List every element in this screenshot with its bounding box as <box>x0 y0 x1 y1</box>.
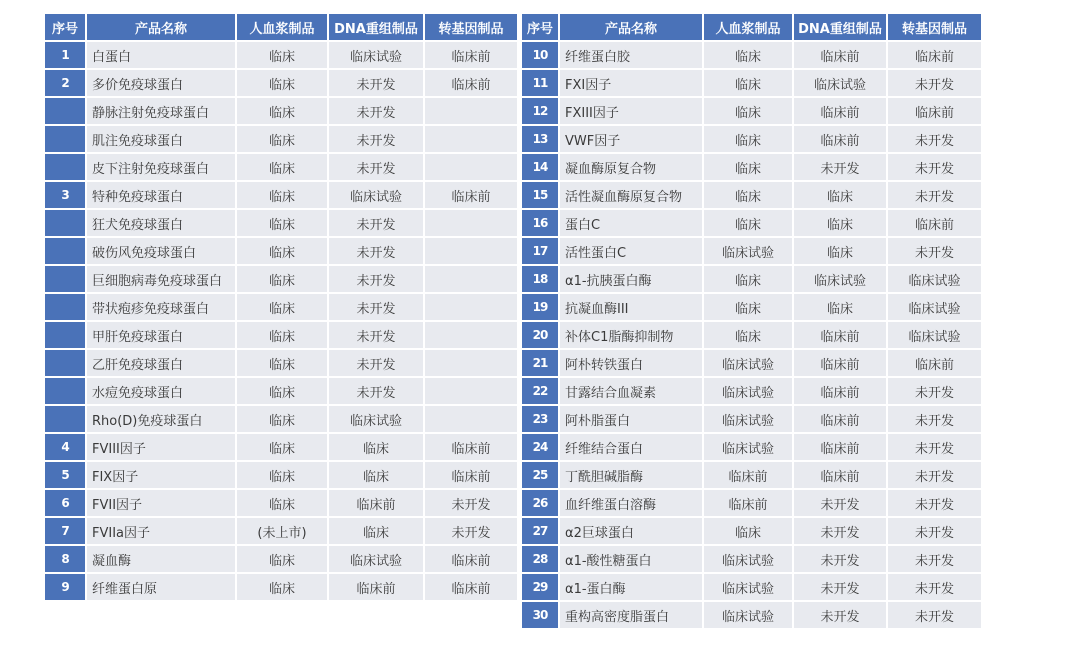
product-name-cell: 皮下注射免疫球蛋白 <box>87 154 235 180</box>
plasma-status-cell: 临床 <box>237 98 327 124</box>
plasma-status-cell: 临床 <box>237 70 327 96</box>
product-name-cell: 多价免疫球蛋白 <box>87 70 235 96</box>
dna-status-cell: 临床前 <box>794 462 886 488</box>
plasma-status-cell: 临床 <box>704 70 792 96</box>
row-number-cell: 9 <box>45 574 85 600</box>
plasma-status-cell: 临床 <box>237 406 327 432</box>
plasma-status-cell: 临床 <box>237 238 327 264</box>
product-name-cell: 带状疱疹免疫球蛋白 <box>87 294 235 320</box>
col-header-transgenic: 转基因制品 <box>425 14 517 40</box>
transgenic-status-cell: 未开发 <box>888 574 981 600</box>
dna-status-cell: 临床试验 <box>794 70 886 96</box>
dna-status-cell: 未开发 <box>794 602 886 628</box>
plasma-status-cell: 临床 <box>704 210 792 236</box>
product-name-cell: FIX因子 <box>87 462 235 488</box>
transgenic-status-cell: 未开发 <box>888 154 981 180</box>
dna-status-cell: 临床 <box>329 462 423 488</box>
product-name-cell: 静脉注射免疫球蛋白 <box>87 98 235 124</box>
row-number-cell <box>45 238 85 264</box>
col-header-plasma: 人血浆制品 <box>704 14 792 40</box>
row-number-cell: 24 <box>522 434 558 460</box>
row-number-cell: 15 <box>522 182 558 208</box>
row-number-cell <box>45 406 85 432</box>
product-name-cell: 纤维蛋白胶 <box>560 42 702 68</box>
dna-status-cell: 未开发 <box>329 294 423 320</box>
row-number-cell: 16 <box>522 210 558 236</box>
table-row <box>45 126 517 152</box>
product-name-cell: α1-蛋白酶 <box>560 574 702 600</box>
table-row <box>45 42 517 68</box>
row-number-cell: 5 <box>45 462 85 488</box>
plasma-status-cell: 临床前 <box>704 490 792 516</box>
dna-status-cell: 临床试验 <box>329 406 423 432</box>
plasma-status-cell: 临床试验 <box>704 546 792 572</box>
col-header-dna-recombinant: DNA重组制品 <box>329 14 423 40</box>
row-number-cell: 30 <box>522 602 558 628</box>
plasma-status-cell: 临床试验 <box>704 378 792 404</box>
transgenic-status-cell <box>425 322 517 348</box>
dna-status-cell: 临床 <box>794 238 886 264</box>
plasma-status-cell: 临床试验 <box>704 350 792 376</box>
plasma-status-cell: 临床试验 <box>704 434 792 460</box>
plasma-status-cell: 临床 <box>237 574 327 600</box>
product-name-cell: 甲肝免疫球蛋白 <box>87 322 235 348</box>
row-number-cell <box>45 266 85 292</box>
dna-status-cell: 临床 <box>329 518 423 544</box>
row-number-cell: 19 <box>522 294 558 320</box>
transgenic-status-cell: 临床试验 <box>888 266 981 292</box>
col-header-index: 序号 <box>45 14 85 40</box>
transgenic-status-cell: 临床试验 <box>888 322 981 348</box>
transgenic-status-cell <box>425 378 517 404</box>
transgenic-status-cell <box>425 126 517 152</box>
table-row <box>522 42 981 68</box>
table-row <box>45 518 517 544</box>
transgenic-status-cell <box>425 406 517 432</box>
dna-status-cell: 临床前 <box>794 350 886 376</box>
row-number-cell <box>45 210 85 236</box>
table-row <box>45 322 517 348</box>
transgenic-status-cell: 未开发 <box>425 490 517 516</box>
transgenic-status-cell: 未开发 <box>888 238 981 264</box>
transgenic-status-cell: 临床前 <box>425 574 517 600</box>
transgenic-status-cell: 临床前 <box>425 42 517 68</box>
plasma-status-cell: 临床 <box>704 182 792 208</box>
row-number-cell: 26 <box>522 490 558 516</box>
row-number-cell: 29 <box>522 574 558 600</box>
col-header-dna-recombinant: DNA重组制品 <box>794 14 886 40</box>
plasma-status-cell: (未上市) <box>237 518 327 544</box>
plasma-status-cell: 临床 <box>704 42 792 68</box>
row-number-cell: 11 <box>522 70 558 96</box>
dna-status-cell: 临床前 <box>794 378 886 404</box>
table-row <box>45 266 517 292</box>
plasma-status-cell: 临床 <box>237 378 327 404</box>
row-number-cell: 1 <box>45 42 85 68</box>
table-row <box>45 462 517 488</box>
product-name-cell: FXIII因子 <box>560 98 702 124</box>
product-name-cell: 白蛋白 <box>87 42 235 68</box>
product-name-cell: 凝血酶原复合物 <box>560 154 702 180</box>
row-number-cell: 27 <box>522 518 558 544</box>
table-row <box>522 210 981 236</box>
dna-status-cell: 临床 <box>329 434 423 460</box>
transgenic-status-cell <box>425 98 517 124</box>
row-number-cell: 8 <box>45 546 85 572</box>
product-name-cell: FXI因子 <box>560 70 702 96</box>
transgenic-status-cell: 未开发 <box>888 182 981 208</box>
transgenic-status-cell: 未开发 <box>888 462 981 488</box>
transgenic-status-cell: 未开发 <box>425 518 517 544</box>
table-row <box>45 238 517 264</box>
transgenic-status-cell: 临床前 <box>425 546 517 572</box>
table-row <box>522 490 981 516</box>
dna-status-cell: 临床前 <box>794 322 886 348</box>
product-name-cell: 狂犬免疫球蛋白 <box>87 210 235 236</box>
product-name-cell: 乙肝免疫球蛋白 <box>87 350 235 376</box>
dna-status-cell: 临床 <box>794 182 886 208</box>
table-row <box>522 182 981 208</box>
dna-status-cell: 临床试验 <box>329 42 423 68</box>
table-row <box>45 294 517 320</box>
row-number-cell <box>45 350 85 376</box>
plasma-status-cell: 临床 <box>704 126 792 152</box>
dna-status-cell: 未开发 <box>329 126 423 152</box>
product-name-cell: 纤维蛋白原 <box>87 574 235 600</box>
transgenic-status-cell: 未开发 <box>888 378 981 404</box>
plasma-status-cell: 临床 <box>237 294 327 320</box>
product-name-cell: 补体C1脂酶抑制物 <box>560 322 702 348</box>
product-name-cell: 纤维结合蛋白 <box>560 434 702 460</box>
plasma-status-cell: 临床 <box>237 210 327 236</box>
plasma-status-cell: 临床 <box>704 154 792 180</box>
transgenic-status-cell: 临床前 <box>888 98 981 124</box>
plasma-status-cell: 临床 <box>704 98 792 124</box>
header-row <box>45 14 517 40</box>
table-row <box>522 238 981 264</box>
dna-status-cell: 临床前 <box>329 574 423 600</box>
dna-status-cell: 未开发 <box>794 546 886 572</box>
product-name-cell: FVIIa因子 <box>87 518 235 544</box>
product-name-cell: α2巨球蛋白 <box>560 518 702 544</box>
row-number-cell: 12 <box>522 98 558 124</box>
transgenic-status-cell: 未开发 <box>888 518 981 544</box>
product-name-cell: 巨细胞病毒免疫球蛋白 <box>87 266 235 292</box>
dna-status-cell: 未开发 <box>329 238 423 264</box>
table-row <box>45 546 517 572</box>
table-row <box>522 378 981 404</box>
table-row <box>45 378 517 404</box>
transgenic-status-cell: 临床前 <box>425 434 517 460</box>
row-number-cell: 20 <box>522 322 558 348</box>
row-number-cell: 25 <box>522 462 558 488</box>
plasma-status-cell: 临床 <box>237 350 327 376</box>
row-number-cell <box>45 126 85 152</box>
table-row <box>522 322 981 348</box>
transgenic-status-cell: 临床前 <box>888 42 981 68</box>
table-row <box>45 98 517 124</box>
transgenic-status-cell: 临床前 <box>425 70 517 96</box>
plasma-status-cell: 临床试验 <box>704 602 792 628</box>
plasma-status-cell: 临床试验 <box>704 238 792 264</box>
dna-status-cell: 未开发 <box>329 350 423 376</box>
product-name-cell: 丁酰胆碱脂酶 <box>560 462 702 488</box>
table-row <box>45 434 517 460</box>
dna-status-cell: 未开发 <box>329 266 423 292</box>
dna-status-cell: 临床试验 <box>794 266 886 292</box>
row-number-cell: 7 <box>45 518 85 544</box>
dna-status-cell: 临床前 <box>794 42 886 68</box>
transgenic-status-cell: 未开发 <box>888 602 981 628</box>
table-row <box>522 518 981 544</box>
table-row <box>522 154 981 180</box>
transgenic-status-cell: 临床前 <box>888 350 981 376</box>
dna-status-cell: 未开发 <box>329 210 423 236</box>
row-number-cell: 21 <box>522 350 558 376</box>
product-name-cell: α1-抗胰蛋白酶 <box>560 266 702 292</box>
product-name-cell: FVII因子 <box>87 490 235 516</box>
product-table-left <box>43 12 519 602</box>
dna-status-cell: 临床 <box>794 294 886 320</box>
product-name-cell: α1-酸性糖蛋白 <box>560 546 702 572</box>
transgenic-status-cell <box>425 350 517 376</box>
dna-status-cell: 临床前 <box>794 434 886 460</box>
plasma-status-cell: 临床 <box>704 266 792 292</box>
table-row <box>45 154 517 180</box>
transgenic-status-cell: 未开发 <box>888 126 981 152</box>
product-name-cell: 甘露结合血凝素 <box>560 378 702 404</box>
transgenic-status-cell: 临床试验 <box>888 294 981 320</box>
plasma-status-cell: 临床 <box>237 434 327 460</box>
table-row <box>45 182 517 208</box>
plasma-status-cell: 临床试验 <box>704 406 792 432</box>
plasma-status-cell: 临床 <box>237 126 327 152</box>
product-name-cell: FVIII因子 <box>87 434 235 460</box>
row-number-cell: 22 <box>522 378 558 404</box>
row-number-cell: 4 <box>45 434 85 460</box>
plasma-status-cell: 临床 <box>237 182 327 208</box>
row-number-cell <box>45 294 85 320</box>
product-name-cell: 活性凝血酶原复合物 <box>560 182 702 208</box>
table-row <box>45 490 517 516</box>
header-row <box>522 14 981 40</box>
dna-status-cell: 未开发 <box>329 70 423 96</box>
transgenic-status-cell: 未开发 <box>888 434 981 460</box>
table-row <box>522 98 981 124</box>
row-number-cell <box>45 154 85 180</box>
table-row <box>522 126 981 152</box>
row-number-cell: 3 <box>45 182 85 208</box>
row-number-cell <box>45 98 85 124</box>
product-name-cell: 破伤风免疫球蛋白 <box>87 238 235 264</box>
dna-status-cell: 未开发 <box>794 518 886 544</box>
dna-status-cell: 未开发 <box>329 322 423 348</box>
table-row <box>45 574 517 600</box>
table-row <box>522 70 981 96</box>
col-header-transgenic: 转基因制品 <box>888 14 981 40</box>
row-number-cell <box>45 378 85 404</box>
row-number-cell: 6 <box>45 490 85 516</box>
product-table-right <box>520 12 983 630</box>
row-number-cell: 18 <box>522 266 558 292</box>
dna-status-cell: 未开发 <box>794 490 886 516</box>
transgenic-status-cell: 未开发 <box>888 406 981 432</box>
dna-status-cell: 临床 <box>794 210 886 236</box>
product-name-cell: 活性蛋白C <box>560 238 702 264</box>
table-row <box>522 546 981 572</box>
dna-status-cell: 未开发 <box>329 98 423 124</box>
table-row <box>522 602 981 628</box>
dna-status-cell: 未开发 <box>329 378 423 404</box>
row-number-cell: 2 <box>45 70 85 96</box>
transgenic-status-cell: 临床前 <box>425 182 517 208</box>
dna-status-cell: 临床前 <box>329 490 423 516</box>
col-header-index: 序号 <box>522 14 558 40</box>
plasma-status-cell: 临床 <box>704 518 792 544</box>
transgenic-status-cell: 临床前 <box>888 210 981 236</box>
row-number-cell: 23 <box>522 406 558 432</box>
transgenic-status-cell: 临床前 <box>425 462 517 488</box>
transgenic-status-cell: 未开发 <box>888 70 981 96</box>
product-name-cell: 凝血酶 <box>87 546 235 572</box>
plasma-status-cell: 临床前 <box>704 462 792 488</box>
plasma-status-cell: 临床 <box>237 42 327 68</box>
plasma-status-cell: 临床 <box>704 294 792 320</box>
table-row <box>45 210 517 236</box>
row-number-cell <box>45 322 85 348</box>
product-name-cell: 阿朴转铁蛋白 <box>560 350 702 376</box>
table-row <box>45 70 517 96</box>
product-name-cell: 肌注免疫球蛋白 <box>87 126 235 152</box>
plasma-status-cell: 临床 <box>237 462 327 488</box>
table-row <box>522 462 981 488</box>
table-row <box>522 574 981 600</box>
col-header-product-name: 产品名称 <box>87 14 235 40</box>
dna-status-cell: 临床前 <box>794 126 886 152</box>
table-row <box>522 294 981 320</box>
dna-status-cell: 临床试验 <box>329 546 423 572</box>
product-name-cell: VWF因子 <box>560 126 702 152</box>
row-number-cell: 10 <box>522 42 558 68</box>
dna-status-cell: 未开发 <box>794 154 886 180</box>
col-header-plasma: 人血浆制品 <box>237 14 327 40</box>
product-name-cell: 抗凝血酶III <box>560 294 702 320</box>
plasma-status-cell: 临床 <box>237 490 327 516</box>
product-name-cell: 特种免疫球蛋白 <box>87 182 235 208</box>
col-header-product-name: 产品名称 <box>560 14 702 40</box>
table-row <box>45 406 517 432</box>
transgenic-status-cell <box>425 266 517 292</box>
table-row <box>522 350 981 376</box>
product-name-cell: 蛋白C <box>560 210 702 236</box>
product-name-cell: 水痘免疫球蛋白 <box>87 378 235 404</box>
transgenic-status-cell <box>425 154 517 180</box>
transgenic-status-cell <box>425 210 517 236</box>
product-name-cell: Rho(D)免疫球蛋白 <box>87 406 235 432</box>
table-row <box>522 406 981 432</box>
plasma-status-cell: 临床 <box>237 546 327 572</box>
row-number-cell: 13 <box>522 126 558 152</box>
plasma-status-cell: 临床 <box>237 266 327 292</box>
plasma-status-cell: 临床 <box>704 322 792 348</box>
row-number-cell: 14 <box>522 154 558 180</box>
product-status-tables <box>43 12 983 630</box>
table-row <box>522 266 981 292</box>
product-name-cell: 阿朴脂蛋白 <box>560 406 702 432</box>
plasma-status-cell: 临床 <box>237 154 327 180</box>
dna-status-cell: 临床试验 <box>329 182 423 208</box>
dna-status-cell: 未开发 <box>329 154 423 180</box>
row-number-cell: 17 <box>522 238 558 264</box>
dna-status-cell: 未开发 <box>794 574 886 600</box>
plasma-status-cell: 临床试验 <box>704 574 792 600</box>
product-name-cell: 血纤维蛋白溶酶 <box>560 490 702 516</box>
transgenic-status-cell <box>425 294 517 320</box>
transgenic-status-cell: 未开发 <box>888 546 981 572</box>
row-number-cell: 28 <box>522 546 558 572</box>
table-row <box>45 350 517 376</box>
table-row <box>522 434 981 460</box>
product-name-cell: 重构高密度脂蛋白 <box>560 602 702 628</box>
transgenic-status-cell <box>425 238 517 264</box>
dna-status-cell: 临床前 <box>794 98 886 124</box>
dna-status-cell: 临床前 <box>794 406 886 432</box>
plasma-status-cell: 临床 <box>237 322 327 348</box>
transgenic-status-cell: 未开发 <box>888 490 981 516</box>
